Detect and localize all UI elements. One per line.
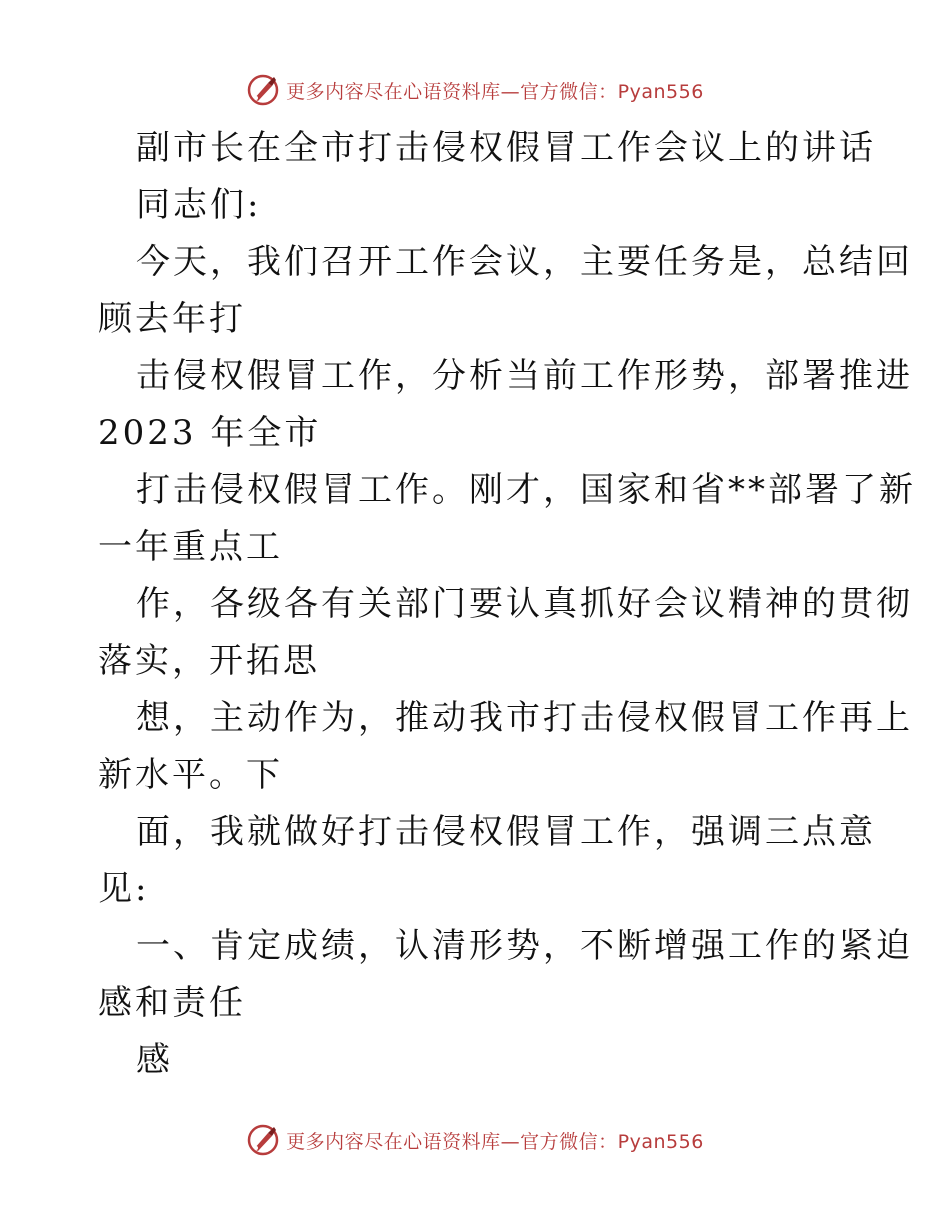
document-body	[98, 120, 916, 1089]
salutation-line: 同志们:	[136, 185, 262, 225]
text-line: 新水平。下	[98, 755, 283, 795]
text-line: 作，各级各有关部门要认真抓好会议精神的贯彻	[136, 584, 913, 624]
footer-watermark-banner	[0, 1120, 950, 1160]
section-heading-line: 感	[136, 1040, 173, 1080]
text-line: 见:	[98, 869, 150, 909]
text-line: 一年重点工	[98, 527, 283, 567]
section-heading-line: 感和责任	[98, 983, 246, 1023]
quill-pen-logo-icon	[246, 73, 280, 107]
text-line: 击侵权假冒工作，分析当前工作形势，部署推进	[136, 356, 913, 396]
section-heading-line: 一、肯定成绩，认清形势，不断增强工作的紧迫	[136, 926, 913, 966]
text-line: 2023 年全市	[98, 413, 322, 453]
text-line: 落实，开拓思	[98, 641, 320, 681]
text-line: 面，我就做好打击侵权假冒工作，强调三点意	[136, 812, 876, 852]
text-line: 打击侵权假冒工作。刚才，国家和省**部署了新	[136, 470, 916, 510]
text-line: 想，主动作为，推动我市打击侵权假冒工作再上	[136, 698, 913, 738]
text-line: 顾去年打	[98, 299, 246, 339]
header-watermark-banner	[0, 70, 950, 110]
document-title: 副市长在全市打击侵权假冒工作会议上的讲话	[136, 128, 876, 168]
watermark-text: 更多内容尽在心语资料库—官方微信：Pyan556	[286, 1130, 704, 1153]
quill-pen-logo-icon	[246, 1123, 280, 1157]
watermark-text: 更多内容尽在心语资料库—官方微信：Pyan556	[286, 80, 704, 103]
text-line: 今天，我们召开工作会议，主要任务是，总结回	[136, 242, 913, 282]
